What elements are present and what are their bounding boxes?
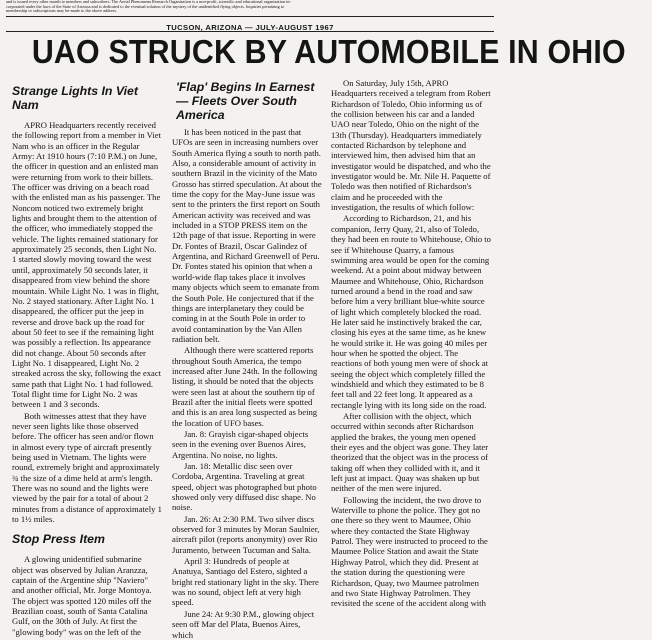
intro-line: and is issued every other month to members and subscribers. The Aerial Phenomena Research Organization is a non-profit, scientific and educational organization in- <box>6 0 291 4</box>
report-entry: Jan. 8: Grayish cigar-shaped objects seen in the evening over Buenos Aires, Argentina. No noise, no lights. <box>172 428 309 460</box>
article-paragraph: After collision with the object, which occurred within seconds after Richardson applied the brakes, the young men opened their eyes and the object was gone. They later theorized that the object was in the process of taking off when they collided with it, and it left just at impact. Quay was shaken up but neither of the men were injured. <box>331 411 489 494</box>
article-heading-viet-nam: Strange Lights In Viet Nam <box>12 84 138 112</box>
article-paragraph: Both witnesses attest that they have never seen lights like those observed before. The officer has seen and/or flown in almost every type of aircraft presently being used in Vietnam. The lights were round, extremely bright and approximately ¾ the size of a dime held at arm's length. There was no sound and the lights were viewed by the pair for a total of about 2 minutes from a distance of approximately 1 to 1½ miles. <box>12 410 162 525</box>
article-paragraph: Although there were scattered reports throughout South America, the tempo increased after June 24th. In the following listing, it should be noted that the objects were seen last at about the southern tip of Brazil after the initial fleets were spotted and this is an area long suspected as being the location of UFO bases. <box>172 345 318 428</box>
headline: UAO STRUCK BY AUTOMOBILE IN OHIO <box>31 33 626 70</box>
report-entry: April 3: Hundreds of people at Anatuya, Santiago del Estero, sighted a bright red stationary light in the sky. There was no sound, object left at very high speed. <box>172 556 319 608</box>
intro-line: membership or subscriptions may be-made to the above address. <box>6 8 118 14</box>
article-paragraph: It has been noticed in the past that UFOs are seen in increasing numbers over South America flying a south to north path. Also, a considerable amount of activity in southern Brazil in the vicinity of the Mato Grosso has stirred speculation. At about the time the copy for the May-June issue was sent to the printers the first report on South American activity was received and was included in a STOP PRESS item on the 12th page of that issue. Reporting in were Dr. Fontes of Brazil, Oscar Galindez of Argentina, and Richard Greenwell of Peru. Dr. Fontes stated his opinion that when a world-wide flap takes place it involves many objects which seem to emanate from the South Pole. He conjectured that if the things are interplanetary they could be coming in at the South Pole in order to avoid contamination by the Van Allen radiation belt. <box>172 127 322 344</box>
column-3 <box>331 78 491 609</box>
headline-block <box>6 31 626 73</box>
article-heading-south-america: 'Flap' Begins In Earnest— Fleets Over South America <box>176 80 315 122</box>
dateline: TUCSON, ARIZONA — JULY-AUGUST 1967 <box>166 23 334 32</box>
dateline-bar <box>6 16 494 32</box>
intro-line: corporated under the laws of the State of Arizona and is dedicated to the eventual solution of the mystery of the unidentified flying objects. Inquiries pertaining to <box>6 3 285 9</box>
report-entry: Jan. 26: At 2:30 P.M. Two silver discs observed for 3 minutes by Moran Saulnier, aircraft pilot (reports anonymity) over Rio Juramento, between Tucuman and Salta. <box>172 513 320 555</box>
article-heading-stop-press: Stop Press Item <box>12 532 105 547</box>
report-entry: Jan. 18: Metallic disc seen over Cordoba, Argentina. Traveling at great speed, object was photographed but photo showed only very diffused disc shape. No noise. <box>172 461 317 513</box>
column-2 <box>172 78 322 640</box>
article-paragraph: On Saturday, July 15th, APRO Headquarters received a telegram from Robert Richardson of Toledo, Ohio informing us of the collision between his car and a landed UAO near Toledo, Ohio on the night of the 13th (Thursday). Headquarters immediately contacted Richardson by telephone and interviewed him, then advised him that an investigator would be dispatched, and who the investigator would be. Mr. Nile H. Paquette of Toledo was then notified of Richardson's claim and he proceeded with the investigation, the results of which follow: <box>331 78 491 213</box>
article-paragraph: APRO Headquarters recently received the following report from a member in Viet Nam who is an officer in the Regular Army: At 1910 hours (7:10 P.M.) on June, the officer in question and an enlisted man were returning from work to their billets. The officer was driving on a beach road with the enlisted man as his passenger. The Noncom noticed two extremely bright lights and brought them to the attention of the officer, who immediately stopped the vehicle. The lights remained stationary for approximately 25 seconds, then Light No. 1 started slowly moving toward the west until, approximately 50 seconds later, it disappeared from view behind the shore mountain. While Light No. 1 was in flight, No. 2 stayed stationary. After Light No. 1 disappeared, the officer put the jeep in reverse and drove back up the road for about 50 feet to see if the remaining light was possibly a reflection. Its appearance did not change. About 50 seconds after Light No. 1 disappeared, Light No. 2 streaked across the sky, following the exact same path that Light No. 1 had followed. Total flight time for Light No. 2 was between 1 and 3 seconds. <box>12 120 162 410</box>
article-paragraph: A glowing unidentified submarine object was observed by Julian Aranzza, captain of the Argentine ship "Naviero" and another official, Mr. Jorge Montoya. The object was spotted 120 miles off the Brazilian coast, south of Santa Catalina Gulf, on the 30th of July. At first the "glowing body" was on the left of the <box>12 554 152 637</box>
report-entry: June 24: At 9:30 P.M., glowing object seen off Mar del Plata, Buenos Aires, which <box>172 608 315 640</box>
article-paragraph: Following the incident, the two drove to Waterville to phone the police. They got no one there so they went to Maumee, Ohio where they contacted the State Highway Patrol. They were instructed to proceed to the Maumee Police Station and await the State Highway Patrol, which they did. Present at the station during the questioning were Richardson, Quay, two Maumee patrolmen and two State Highway Patrolmen. They revisited the scene of the accident along with <box>331 494 488 609</box>
column-1 <box>12 78 162 637</box>
article-paragraph: According to Richardson, 21, and his companion, Jerry Quay, 21, also of Toledo, they had been en route to Whitehouse, Ohio to see if Whitehouse Quarry, a famous swimming area would be open for the coming weekend. At a point about midway between Maumee and Whitehouse, Ohio, Richardson turned around a bend in the road and saw before him a very brilliant blue-white source of light which completely blocked the road. He later said he instinctively braked the car, closing his eyes at the same time, as he knew he would strike it. He was going 40 miles per hour when he spotted the object. The reactions of both young men were of shock at seeing the object which completely filled the windshield and which they estimated to be 8 feet tall and 22 feet long. It appeared as a rectangle lying with its long side on the road. <box>331 213 491 410</box>
masthead-intro <box>6 0 494 13</box>
